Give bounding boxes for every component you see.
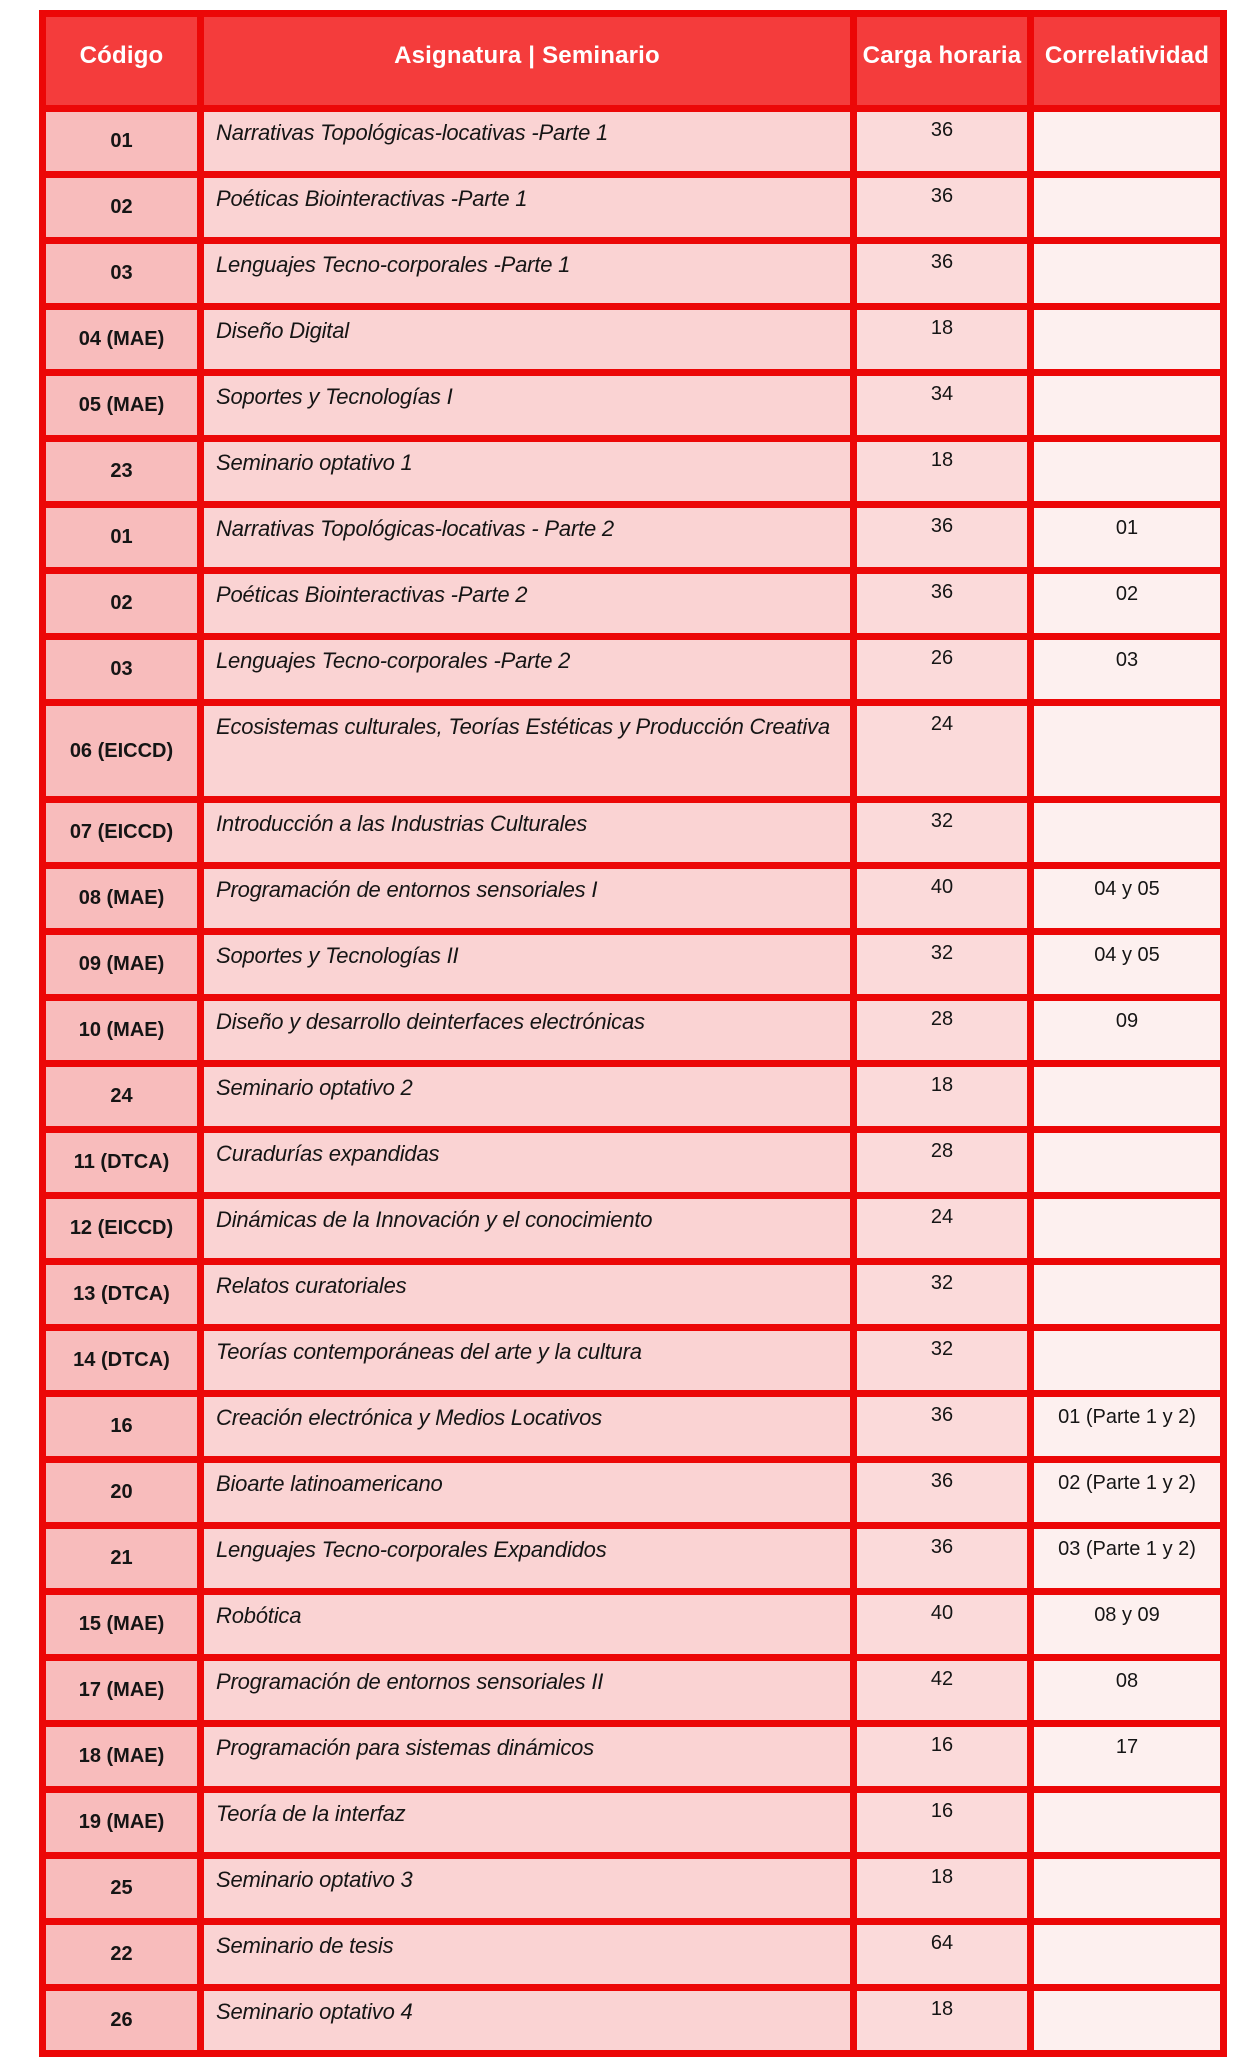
codigo-cell: 14 (DTCA): [43, 1328, 201, 1394]
correlatividad-cell: 01: [1031, 505, 1224, 571]
table-row: [43, 1658, 1224, 1724]
codigo-cell: 09 (MAE): [43, 932, 201, 998]
asignatura-cell: Seminario de tesis: [201, 1922, 854, 1988]
table-row: [43, 1526, 1224, 1592]
asignatura-cell: Seminario optativo 2: [201, 1064, 854, 1130]
correlatividad-cell: [1031, 1130, 1224, 1196]
codigo-cell: 04 (MAE): [43, 307, 201, 373]
column-header-asignatura-seminario: Asignatura | Seminario: [201, 14, 854, 109]
table-row: [43, 1724, 1224, 1790]
table-header: [43, 14, 1224, 109]
carga-horaria-cell: 32: [854, 800, 1031, 866]
codigo-cell: 13 (DTCA): [43, 1262, 201, 1328]
correlatividad-cell: 17: [1031, 1724, 1224, 1790]
asignatura-cell: Narrativas Topológicas-locativas -Parte 1: [201, 109, 854, 175]
carga-horaria-cell: 18: [854, 307, 1031, 373]
codigo-cell: 16: [43, 1394, 201, 1460]
codigo-cell: 17 (MAE): [43, 1658, 201, 1724]
codigo-cell: 02: [43, 571, 201, 637]
correlatividad-cell: [1031, 1196, 1224, 1262]
codigo-cell: 07 (EICCD): [43, 800, 201, 866]
column-header-carga-horaria: Carga horaria: [854, 14, 1031, 109]
correlatividad-cell: 04 y 05: [1031, 866, 1224, 932]
carga-horaria-cell: 28: [854, 998, 1031, 1064]
correlatividad-cell: [1031, 1064, 1224, 1130]
correlatividad-cell: [1031, 1856, 1224, 1922]
asignatura-cell: Lenguajes Tecno-corporales Expandidos: [201, 1526, 854, 1592]
column-header-correlatividad: Correlatividad: [1031, 14, 1224, 109]
codigo-cell: 26: [43, 1988, 201, 2054]
asignatura-cell: Dinámicas de la Innovación y el conocimiento: [201, 1196, 854, 1262]
asignatura-cell: Ecosistemas culturales, Teorías Estéticas y Producción Creativa: [201, 703, 854, 800]
correlatividad-cell: [1031, 800, 1224, 866]
correlatividad-cell: [1031, 1790, 1224, 1856]
carga-horaria-cell: 24: [854, 703, 1031, 800]
table-row: [43, 1328, 1224, 1394]
carga-horaria-cell: 32: [854, 1328, 1031, 1394]
carga-horaria-cell: 40: [854, 1592, 1031, 1658]
table-row: [43, 1196, 1224, 1262]
codigo-cell: 19 (MAE): [43, 1790, 201, 1856]
correlatividad-cell: 03: [1031, 637, 1224, 703]
asignatura-cell: Seminario optativo 3: [201, 1856, 854, 1922]
asignatura-cell: Programación de entornos sensoriales I: [201, 866, 854, 932]
carga-horaria-cell: 36: [854, 241, 1031, 307]
table-row: [43, 866, 1224, 932]
carga-horaria-cell: 36: [854, 109, 1031, 175]
asignatura-cell: Robótica: [201, 1592, 854, 1658]
correlatividad-cell: [1031, 109, 1224, 175]
table-row: [43, 439, 1224, 505]
codigo-cell: 21: [43, 1526, 201, 1592]
correlatividad-cell: [1031, 373, 1224, 439]
codigo-cell: 15 (MAE): [43, 1592, 201, 1658]
carga-horaria-cell: 36: [854, 1460, 1031, 1526]
table-row: [43, 241, 1224, 307]
asignatura-cell: Soportes y Tecnologías II: [201, 932, 854, 998]
asignatura-cell: Programación para sistemas dinámicos: [201, 1724, 854, 1790]
asignatura-cell: Soportes y Tecnologías I: [201, 373, 854, 439]
table-row: [43, 109, 1224, 175]
carga-horaria-cell: 32: [854, 932, 1031, 998]
codigo-cell: 23: [43, 439, 201, 505]
table-row: [43, 1922, 1224, 1988]
table-row: [43, 175, 1224, 241]
asignatura-cell: Teorías contemporáneas del arte y la cultura: [201, 1328, 854, 1394]
carga-horaria-cell: 40: [854, 866, 1031, 932]
codigo-cell: 18 (MAE): [43, 1724, 201, 1790]
correlatividad-cell: 03 (Parte 1 y 2): [1031, 1526, 1224, 1592]
asignatura-cell: Narrativas Topológicas-locativas - Parte 2: [201, 505, 854, 571]
carga-horaria-cell: 34: [854, 373, 1031, 439]
column-header-codigo: Código: [43, 14, 201, 109]
table-row: [43, 1130, 1224, 1196]
codigo-cell: 24: [43, 1064, 201, 1130]
asignatura-cell: Teoría de la interfaz: [201, 1790, 854, 1856]
table-row: [43, 307, 1224, 373]
table-row: [43, 571, 1224, 637]
table-row: [43, 1394, 1224, 1460]
table-row: [43, 998, 1224, 1064]
table-row: [43, 703, 1224, 800]
codigo-cell: 10 (MAE): [43, 998, 201, 1064]
codigo-cell: 06 (EICCD): [43, 703, 201, 800]
correlatividad-cell: 08: [1031, 1658, 1224, 1724]
correlatividad-cell: [1031, 175, 1224, 241]
correlatividad-cell: [1031, 241, 1224, 307]
table-row: [43, 1790, 1224, 1856]
carga-horaria-cell: 36: [854, 1394, 1031, 1460]
correlatividad-cell: 08 y 09: [1031, 1592, 1224, 1658]
carga-horaria-cell: 36: [854, 175, 1031, 241]
asignatura-cell: Seminario optativo 4: [201, 1988, 854, 2054]
carga-horaria-cell: 64: [854, 1922, 1031, 1988]
asignatura-cell: Bioarte latinoamericano: [201, 1460, 854, 1526]
table-row: [43, 505, 1224, 571]
carga-horaria-cell: 42: [854, 1658, 1031, 1724]
codigo-cell: 05 (MAE): [43, 373, 201, 439]
asignatura-cell: Diseño y desarrollo deinterfaces electrónicas: [201, 998, 854, 1064]
correlatividad-cell: 04 y 05: [1031, 932, 1224, 998]
carga-horaria-cell: 18: [854, 1988, 1031, 2054]
asignatura-cell: Curadurías expandidas: [201, 1130, 854, 1196]
carga-horaria-cell: 18: [854, 1856, 1031, 1922]
table-row: [43, 1592, 1224, 1658]
carga-horaria-cell: 16: [854, 1790, 1031, 1856]
codigo-cell: 20: [43, 1460, 201, 1526]
table-row: [43, 373, 1224, 439]
carga-horaria-cell: 16: [854, 1724, 1031, 1790]
asignatura-cell: Poéticas Biointeractivas -Parte 2: [201, 571, 854, 637]
asignatura-cell: Creación electrónica y Medios Locativos: [201, 1394, 854, 1460]
correlatividad-cell: [1031, 307, 1224, 373]
table-row: [43, 1988, 1224, 2054]
codigo-cell: 01: [43, 109, 201, 175]
correlatividad-cell: [1031, 1988, 1224, 2054]
table-row: [43, 1460, 1224, 1526]
correlatividad-cell: 01 (Parte 1 y 2): [1031, 1394, 1224, 1460]
table-row: [43, 1262, 1224, 1328]
asignatura-cell: Introducción a las Industrias Culturales: [201, 800, 854, 866]
carga-horaria-cell: 36: [854, 505, 1031, 571]
asignatura-cell: Poéticas Biointeractivas -Parte 1: [201, 175, 854, 241]
table-row: [43, 1856, 1224, 1922]
table-row: [43, 637, 1224, 703]
correlatividad-cell: 02 (Parte 1 y 2): [1031, 1460, 1224, 1526]
carga-horaria-cell: 24: [854, 1196, 1031, 1262]
correlatividad-cell: [1031, 1262, 1224, 1328]
carga-horaria-cell: 32: [854, 1262, 1031, 1328]
asignatura-cell: Lenguajes Tecno-corporales -Parte 1: [201, 241, 854, 307]
correlatividad-cell: [1031, 439, 1224, 505]
codigo-cell: 02: [43, 175, 201, 241]
correlatividad-cell: 09: [1031, 998, 1224, 1064]
codigo-cell: 03: [43, 241, 201, 307]
carga-horaria-cell: 18: [854, 439, 1031, 505]
carga-horaria-cell: 28: [854, 1130, 1031, 1196]
carga-horaria-cell: 18: [854, 1064, 1031, 1130]
table-body: [43, 109, 1224, 2054]
codigo-cell: 03: [43, 637, 201, 703]
carga-horaria-cell: 36: [854, 571, 1031, 637]
codigo-cell: 12 (EICCD): [43, 1196, 201, 1262]
table-row: [43, 932, 1224, 998]
asignatura-cell: Relatos curatoriales: [201, 1262, 854, 1328]
codigo-cell: 22: [43, 1922, 201, 1988]
correlatividad-cell: [1031, 1922, 1224, 1988]
codigo-cell: 25: [43, 1856, 201, 1922]
carga-horaria-cell: 26: [854, 637, 1031, 703]
correlatividad-cell: [1031, 1328, 1224, 1394]
asignatura-cell: Lenguajes Tecno-corporales -Parte 2: [201, 637, 854, 703]
asignatura-cell: Seminario optativo 1: [201, 439, 854, 505]
header-row: [43, 14, 1224, 109]
carga-horaria-cell: 36: [854, 1526, 1031, 1592]
curriculum-table: [39, 10, 1227, 2057]
codigo-cell: 08 (MAE): [43, 866, 201, 932]
correlatividad-cell: [1031, 703, 1224, 800]
asignatura-cell: Programación de entornos sensoriales II: [201, 1658, 854, 1724]
asignatura-cell: Diseño Digital: [201, 307, 854, 373]
codigo-cell: 01: [43, 505, 201, 571]
codigo-cell: 11 (DTCA): [43, 1130, 201, 1196]
correlatividad-cell: 02: [1031, 571, 1224, 637]
table-row: [43, 800, 1224, 866]
table-row: [43, 1064, 1224, 1130]
